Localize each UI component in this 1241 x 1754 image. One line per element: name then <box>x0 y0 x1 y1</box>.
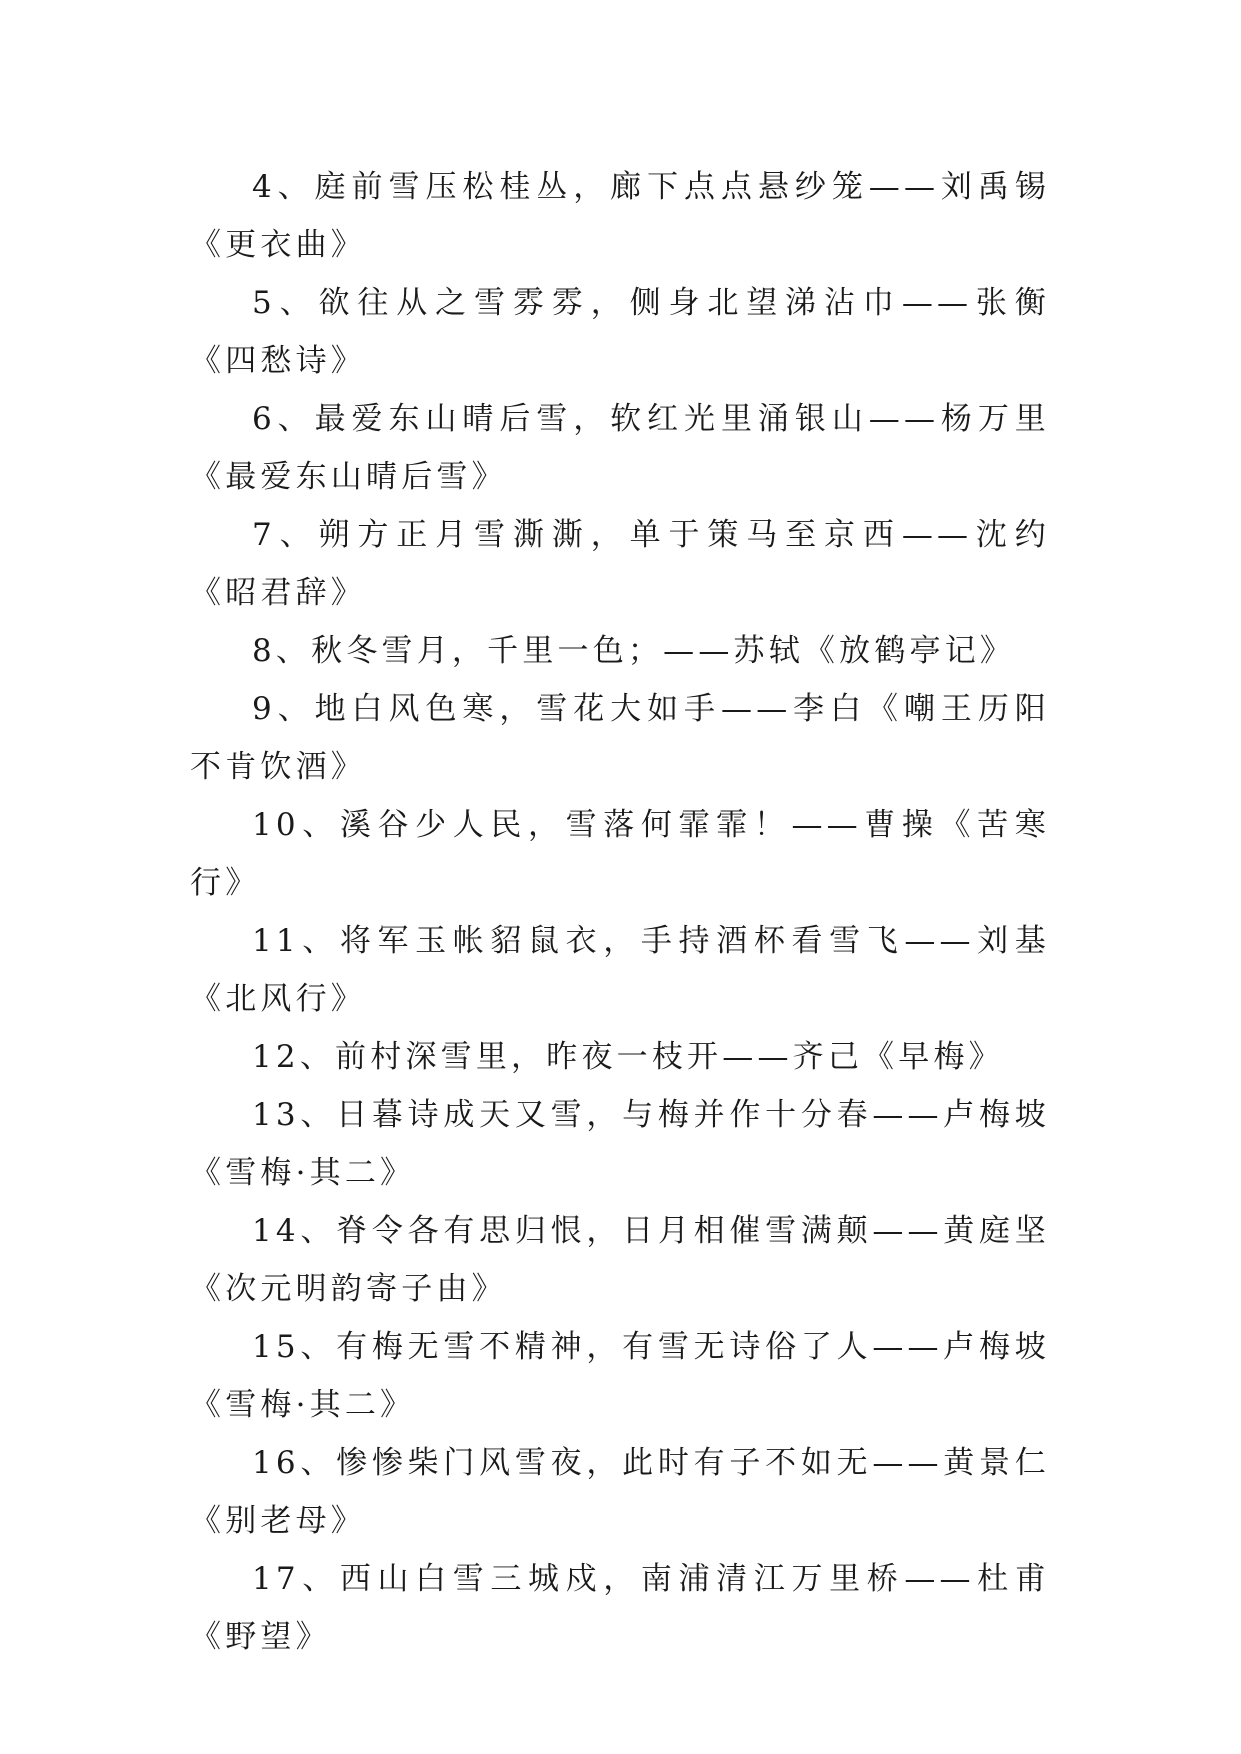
document-body <box>190 158 1050 1666</box>
poem-line-14: 14、脊令各有思归恨，日月相催雪满颠——黄庭坚《次元明韵寄子由》 <box>190 1213 1050 1307</box>
poem-line-8: 8、秋冬雪月，千里一色；——苏轼《放鹤亭记》 <box>252 633 1016 669</box>
poem-line-12: 12、前村深雪里，昨夜一枝开——齐己《早梅》 <box>252 1039 1004 1075</box>
poem-line-11: 11、将军玉帐貂鼠衣，手持酒杯看雪飞——刘基《北风行》 <box>190 923 1050 1017</box>
poem-line-7: 7、朔方正月雪澌澌，单于策马至京西——沈约《昭君辞》 <box>190 517 1050 611</box>
poem-line-5: 5、欲往从之雪雰雰，侧身北望涕沾巾——张衡《四愁诗》 <box>190 285 1050 379</box>
poem-line-4: 4、庭前雪压松桂丛，廊下点点悬纱笼——刘禹锡《更衣曲》 <box>190 169 1050 263</box>
poem-line-10: 10、溪谷少人民，雪落何霏霏！——曹操《苦寒行》 <box>190 807 1050 901</box>
poem-line-17: 17、西山白雪三城戍，南浦清江万里桥——杜甫《野望》 <box>190 1561 1050 1655</box>
poem-line-6: 6、最爱东山晴后雪，软红光里涌银山——杨万里《最爱东山晴后雪》 <box>190 401 1050 495</box>
poem-line-15: 15、有梅无雪不精神，有雪无诗俗了人——卢梅坡《雪梅·其二》 <box>190 1329 1050 1423</box>
poem-line-16: 16、惨惨柴门风雪夜，此时有子不如无——黄景仁《别老母》 <box>190 1445 1050 1539</box>
poem-line-13: 13、日暮诗成天又雪，与梅并作十分春——卢梅坡《雪梅·其二》 <box>190 1097 1050 1191</box>
poem-line-9: 9、地白风色寒，雪花大如手——李白《嘲王历阳不肯饮酒》 <box>190 691 1050 785</box>
